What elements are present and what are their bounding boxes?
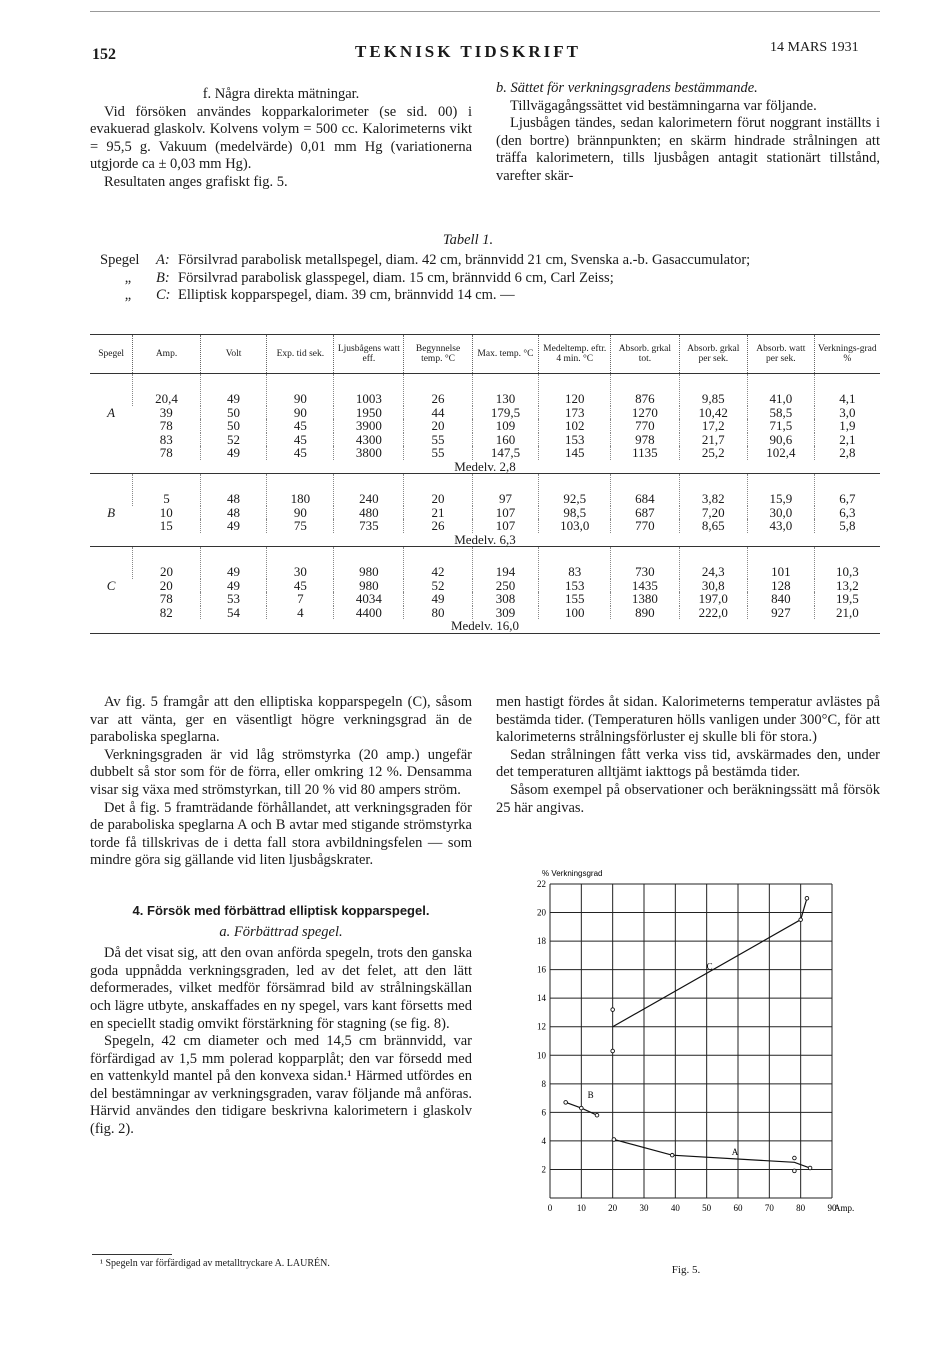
table-cell: 927 — [748, 606, 815, 620]
mirror-desc-a: Spegel A: Försilvrad parabolisk metallspegel, diam. 42 cm, brännvidd 21 cm, Svenska a.-b. Gasaccumulator; — [100, 252, 751, 268]
data-table — [90, 335, 880, 633]
table-cell: 102,4 — [748, 446, 815, 460]
table-cell: 308 — [472, 592, 539, 606]
table-cell: 49 — [200, 446, 267, 460]
mean-value: Medelv. 16,0 — [450, 618, 520, 633]
y-tick-label: 18 — [537, 936, 546, 947]
table-cell: 3,0 — [814, 406, 880, 420]
table-cell: 180 — [267, 474, 334, 506]
table-cell: 4 — [267, 606, 334, 620]
table-cell: 45 — [267, 419, 334, 433]
table-caption: Tabell 1. — [442, 232, 494, 248]
issue-date: 14 MARS 1931 — [770, 40, 859, 55]
table-cell: 10,42 — [679, 406, 747, 420]
table-cell: 78 — [159, 445, 173, 460]
table-cell: 75 — [267, 519, 334, 533]
table-cell: 48 — [200, 506, 267, 520]
table-cell: 197,0 — [679, 592, 747, 606]
table-cell: 687 — [611, 506, 679, 520]
mirror-cell: B — [90, 474, 133, 533]
table-cell: 44 — [404, 406, 472, 420]
col-header: Absorb. grkal tot. — [611, 335, 679, 374]
table-cell: 1135 — [611, 446, 679, 460]
table-cell: 153 — [539, 433, 611, 447]
table-cell: 120 — [539, 374, 611, 406]
table-cell: 21 — [404, 506, 472, 520]
table-cell: 90 — [267, 406, 334, 420]
table-cell: 730 — [611, 547, 679, 579]
x-tick-label: 50 — [702, 1203, 712, 1213]
table-cell: 107 — [472, 506, 539, 520]
table-cell: 20,4 — [133, 374, 200, 406]
table-cell: 3900 — [334, 419, 404, 433]
table-cell: 147,5 — [472, 446, 539, 460]
table-cell: 10,3 — [814, 547, 880, 579]
table-cell: 3800 — [334, 446, 404, 460]
table-cell: 1435 — [611, 579, 679, 593]
table-cell: 21,7 — [679, 433, 747, 447]
fig5-chart — [520, 862, 860, 1254]
data-point — [670, 1153, 674, 1157]
table-cell: 770 — [611, 419, 679, 433]
table-row — [90, 374, 880, 406]
table-cell: 15,9 — [748, 474, 815, 506]
table-cell: 20 — [133, 547, 200, 579]
table-cell: 53 — [200, 592, 267, 606]
table-row — [90, 519, 880, 533]
table-cell: 80 — [404, 606, 472, 620]
x-tick-label: 80 — [796, 1203, 806, 1213]
table-cell: 49 — [404, 592, 472, 606]
table-cell: 103,0 — [539, 519, 611, 533]
table-cell: 19,5 — [814, 592, 880, 606]
table-cell: 890 — [611, 606, 679, 620]
table-cell: 128 — [748, 579, 815, 593]
y-tick-label: 20 — [537, 907, 546, 918]
paragraph: Resultaten anges grafiskt fig. 5. — [104, 173, 288, 190]
top-rule — [90, 11, 880, 12]
series-label: B — [587, 1090, 594, 1101]
table-cell: 52 — [404, 579, 472, 593]
table-header-row — [90, 335, 880, 374]
left-bottom-column — [90, 694, 472, 1139]
col-header: Absorb. grkal per sek. — [679, 335, 747, 374]
data-point — [793, 1156, 797, 1160]
table-cell: 100 — [539, 606, 611, 620]
table-cell: 980 — [334, 547, 404, 579]
table-cell: 90,6 — [748, 433, 815, 447]
table-cell: 49 — [200, 579, 267, 593]
table-cell: 10 — [159, 504, 173, 520]
table-cell: 83 — [159, 431, 173, 447]
table-cell: 42 — [404, 547, 472, 579]
left-top-column — [90, 86, 472, 192]
table-cell: 480 — [334, 506, 404, 520]
table-cell: 840 — [748, 592, 815, 606]
table-cell: 309 — [472, 606, 539, 620]
table-row — [90, 446, 880, 460]
table-cell: 26 — [404, 374, 472, 406]
section-title-b: b. Sättet för verkningsgradens bestämmande. — [496, 80, 758, 96]
table-cell: 20 — [404, 419, 472, 433]
data-point — [799, 918, 803, 922]
table-cell: 30,8 — [679, 579, 747, 593]
y-tick-label: 6 — [541, 1107, 546, 1118]
table-cell: 1950 — [334, 406, 404, 420]
table-cell: 980 — [334, 579, 404, 593]
table-row — [90, 592, 880, 606]
table-cell: 684 — [611, 474, 679, 506]
data-point — [611, 1049, 615, 1053]
table-cell: 50 — [200, 419, 267, 433]
mean-row — [90, 533, 880, 547]
table-cell: 78 — [159, 418, 173, 433]
table-cell: 90 — [267, 506, 334, 520]
mean-row — [90, 619, 880, 633]
table-cell: 13,2 — [814, 579, 880, 593]
right-bottom-column — [496, 694, 880, 817]
table-cell: 101 — [748, 547, 815, 579]
table-cell: 82 — [159, 604, 173, 620]
table-cell: 90 — [267, 374, 334, 406]
table-cell: 92,5 — [539, 474, 611, 506]
table-row — [90, 433, 880, 447]
table-cell: 78 — [159, 591, 173, 606]
col-header: Amp. — [133, 335, 200, 374]
table-row — [90, 547, 880, 579]
paragraph: Det å fig. 5 framträdande förhållandet, att verkningsgraden för de paraboliska speglarna A och B avtar med stigande strömstyrka torde få tillskrivas de i detta fall stora avbildningsfelen — som mindre göra sig gällande vid liten ljusbågskrater. — [90, 799, 472, 869]
table-cell: 49 — [200, 547, 267, 579]
table-cell: 2,1 — [814, 433, 880, 447]
table-cell: 1380 — [611, 592, 679, 606]
table-cell: 43,0 — [748, 519, 815, 533]
table-cell: 17,2 — [679, 419, 747, 433]
table-cell: 770 — [611, 519, 679, 533]
table-cell: 97 — [472, 474, 539, 506]
section-4-title: 4. Försök med förbättrad elliptisk kopparspegel. — [132, 902, 430, 918]
table-cell: 5,8 — [814, 519, 880, 533]
table-cell: 145 — [539, 446, 611, 460]
table-cell: 107 — [472, 519, 539, 533]
y-tick-label: 2 — [541, 1164, 546, 1175]
col-header: Exp. tid sek. — [267, 335, 334, 374]
table-row — [90, 406, 880, 420]
mean-value: Medelv. 2,8 — [454, 458, 516, 474]
series-line-A — [614, 1139, 810, 1168]
table-cell: 250 — [472, 579, 539, 593]
paragraph: Såsom exempel på observationer och beräkningssätt må försök 25 här angivas. — [496, 781, 880, 816]
paragraph: Verkningsgraden är vid låg strömstyrka (20 amp.) ungefär dubbelt så stor som för de förra, eller omkring 12 %. Densamma visar sig växa med strömstyrkan, till 20 % vid 80 ampers ström. — [90, 746, 472, 798]
table-cell: 83 — [539, 547, 611, 579]
col-header: Verknings-grad % — [814, 335, 880, 374]
table-cell: 1,9 — [814, 419, 880, 433]
paragraph: Spegeln, 42 cm diameter och med 14,5 cm brännvidd, var förfärdigad av 1,5 mm polerad kopparplåt; den var försedd med en vattenkyld mantel på den konvexa sidan.¹ Härmed utfördes en del bestämningar av verkningsgraden, varav följande må anföras. Härvid användes den tidigare beskrivna kalorimetern i glaskolv (fig. 2). — [90, 1033, 472, 1138]
table-row — [90, 474, 880, 506]
y-tick-label: 22 — [537, 879, 546, 889]
data-point — [611, 1008, 615, 1012]
paragraph: Ljusbågen tändes, sedan kalorimetern förut noggrant inställts i (den bortre) brännpunkten; en skärm hindrade strålningen att träffa kalorimetern, tills ljusbågen antagit stationärt tillstånd, varefter skär- — [496, 115, 880, 184]
table-cell: 876 — [611, 374, 679, 406]
data-point — [612, 1138, 616, 1142]
x-axis-label: Amp. — [834, 1203, 855, 1213]
mirror-cell: A — [107, 405, 116, 420]
mirror-cell: C — [90, 547, 133, 620]
table-cell: 58,5 — [748, 406, 815, 420]
table-cell: 20 — [159, 577, 173, 593]
x-tick-label: 90 — [827, 1203, 837, 1213]
table-cell: 6,3 — [814, 506, 880, 520]
col-header: Begynnelse temp. °C — [404, 335, 472, 374]
table-cell: 26 — [404, 519, 472, 533]
table-row — [90, 579, 880, 593]
x-tick-label: 20 — [608, 1203, 618, 1213]
table-cell: 173 — [539, 406, 611, 420]
table-cell: 1270 — [611, 406, 679, 420]
table-cell: 5 — [133, 474, 200, 506]
x-tick-label: 10 — [576, 1203, 586, 1213]
col-header: Max. temp. °C — [472, 335, 539, 374]
data-point — [564, 1101, 568, 1105]
table-cell: 15 — [159, 518, 173, 533]
table-cell: 24,3 — [679, 547, 747, 579]
series-label: A — [731, 1147, 739, 1158]
mirror-descriptions — [100, 252, 880, 305]
col-header: Absorb. watt per sek. — [748, 335, 815, 374]
table-cell: 4,1 — [814, 374, 880, 406]
data-point — [580, 1106, 584, 1110]
table-cell: 4300 — [334, 433, 404, 447]
table-row — [90, 506, 880, 520]
table-cell: 98,5 — [539, 506, 611, 520]
table-cell: 153 — [539, 579, 611, 593]
data-point — [595, 1113, 599, 1117]
subsection-a-title: a. Förbättrad spegel. — [219, 923, 343, 940]
table-row — [90, 606, 880, 620]
table-cell: 45 — [267, 433, 334, 447]
mean-value: Medelv. 6,3 — [454, 531, 516, 547]
page-number: 152 — [92, 46, 116, 63]
paragraph: Tillvägagångssättet vid bestämningarna var följande. — [510, 97, 817, 114]
table-cell: 735 — [334, 519, 404, 533]
x-tick-label: 60 — [733, 1203, 743, 1213]
y-axis-label: % Verkningsgrad — [542, 869, 603, 878]
table-cell: 55 — [404, 433, 472, 447]
paragraph: Sedan strålningen fått verka viss tid, avskärmades den, under det temperaturen alltjämt iakttogs på bestämda tider. — [496, 746, 880, 781]
data-point — [793, 1169, 797, 1173]
table-cell: 45 — [267, 579, 334, 593]
x-tick-label: 40 — [670, 1203, 680, 1213]
table-cell: 109 — [472, 419, 539, 433]
footnote-rule — [92, 1254, 172, 1255]
table-row — [90, 419, 880, 433]
table-cell: 39 — [159, 404, 173, 420]
col-header: Ljusbågens watt eff. — [334, 335, 404, 374]
table-cell: 30,0 — [748, 506, 815, 520]
table-cell: 25,2 — [679, 446, 747, 460]
table-cell: 20 — [404, 474, 472, 506]
table-cell: 21,0 — [814, 606, 880, 620]
table-cell: 49 — [200, 519, 267, 533]
mirror-desc-c: „ C: Elliptisk kopparspegel, diam. 39 cm, brännvidd 14 cm. — — [124, 287, 515, 304]
table-cell: 7,20 — [679, 506, 747, 520]
right-top-column — [496, 80, 880, 186]
journal-title: TEKNISK TIDSKRIFT — [355, 42, 581, 61]
y-tick-label: 14 — [537, 993, 546, 1004]
table-cell: 54 — [200, 606, 267, 620]
table-cell: 49 — [200, 374, 267, 406]
x-tick-label: 30 — [639, 1203, 649, 1213]
table-cell: 194 — [472, 547, 539, 579]
data-table-wrap — [90, 334, 880, 634]
mean-row — [90, 460, 880, 474]
table-cell: 978 — [611, 433, 679, 447]
table-cell: 1003 — [334, 374, 404, 406]
paragraph: Vid försöken användes kopparkalorimeter (se sid. 00) i evakuerad glaskolv. Kolvens volym = 500 cc. Kalorimeterns vikt = 95,5 g. Vakuum (medelvärde) 0,01 mm Hg (variationerna utgjorde ca ± 0,03 mm Hg). — [90, 103, 472, 173]
table-cell: 4400 — [334, 606, 404, 620]
col-header: Spegel — [90, 335, 133, 374]
y-tick-label: 8 — [541, 1078, 546, 1089]
y-tick-label: 12 — [537, 1021, 546, 1032]
col-header: Medeltemp. eftr. 4 min. °C — [539, 335, 611, 374]
mirror-desc-b: „ B: Försilvrad parabolisk glasspegel, diam. 15 cm, brännvidd 6 cm, Carl Zeiss; — [124, 269, 614, 286]
y-tick-label: 10 — [537, 1050, 546, 1061]
table-cell: 8,65 — [679, 519, 747, 533]
table-cell: 50 — [200, 406, 267, 420]
table-cell: 48 — [200, 474, 267, 506]
table-cell: 102 — [539, 419, 611, 433]
table-cell: 30 — [267, 547, 334, 579]
table-cell: 222,0 — [679, 606, 747, 620]
x-tick-label: 70 — [764, 1203, 774, 1213]
x-tick-label: 0 — [547, 1203, 553, 1213]
paragraph: Då det visat sig, att den ovan anförda spegeln, trots den ganska goda uppnådda verkningsgraden, led av det felet, att den lätt deformerades, vilket medför försämrad bild av strålningskällan och lägre utbyte, anskaffades en ny spegel, vars kant försetts med en speciellt stadig omvikt förstärkning för stagning (se fig. 8). — [90, 945, 472, 1032]
table-cell: 160 — [472, 433, 539, 447]
series-label: C — [706, 961, 713, 972]
table-cell: 2,8 — [814, 446, 880, 460]
table-cell: 45 — [267, 446, 334, 460]
table-cell: 6,7 — [814, 474, 880, 506]
table-cell: 52 — [200, 433, 267, 447]
table-cell: 240 — [334, 474, 404, 506]
table-cell: 9,85 — [679, 374, 747, 406]
table-cell: 155 — [539, 592, 611, 606]
table-cell: 130 — [472, 374, 539, 406]
y-tick-label: 4 — [541, 1135, 546, 1146]
table-cell: 55 — [404, 446, 472, 460]
table-cell: 3,82 — [679, 474, 747, 506]
footnote: ¹ Spegeln var förfärdigad av metalltryckare A. LAURÉN. — [100, 1258, 330, 1269]
paragraph: Av fig. 5 framgår att den elliptiska kopparspegeln (C), såsom var att vänta, ger en väsentligt högre verkningsgrad än de paraboliska speglarna. — [90, 694, 472, 746]
table-cell: 179,5 — [472, 406, 539, 420]
table-cell: 4034 — [334, 592, 404, 606]
table-cell: 41,0 — [748, 374, 815, 406]
y-tick-label: 16 — [537, 964, 546, 975]
table-cell: 71,5 — [748, 419, 815, 433]
fig5-caption: Fig. 5. — [671, 1264, 701, 1276]
table-cell: 7 — [267, 592, 334, 606]
paragraph: men hastigt fördes åt sidan. Kalorimeterns temperatur avlästes på bestämda tider. (Temperaturen hölls vanligen under 300°C, för att kalorimeterns strålningsförluster ej skulle bli för stora.) — [496, 694, 880, 746]
data-point — [808, 1166, 812, 1170]
data-point — [805, 896, 809, 900]
section-title-f: f. Några direkta mätningar. — [202, 86, 360, 102]
col-header: Volt — [200, 335, 267, 374]
